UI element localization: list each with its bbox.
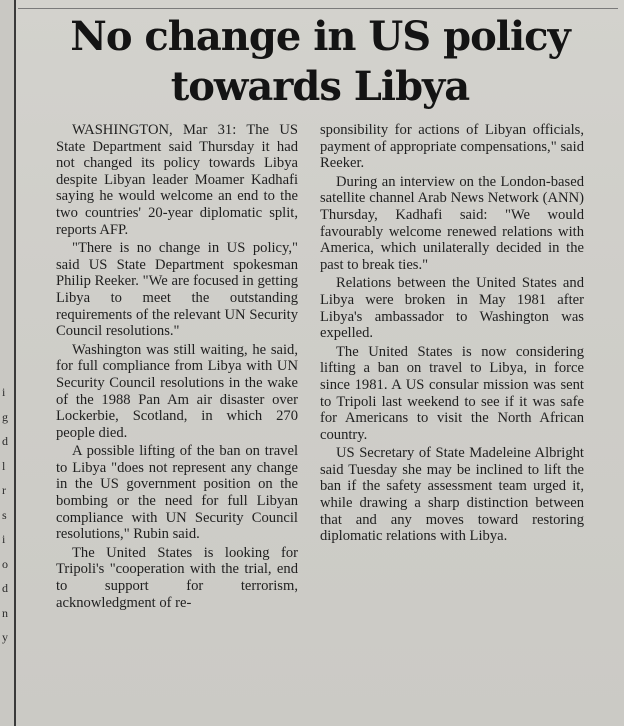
paragraph: US Secretary of State Madeleine Albright said Tuesday she may be inclined to lift the ban if the safety assessment team urged it, while drawing a sharp distinction between that and any moves toward restoring diplomatic relations with Libya. — [320, 445, 584, 545]
fragment: s — [2, 507, 7, 522]
fragment: n — [2, 605, 8, 620]
paragraph: "There is no change in US policy," said US State Department spokesman Philip Reeker. "We are focused in getting Libya to meet the outstanding requirements of the relevant UN Security Council resolutions." — [56, 240, 298, 340]
headline-line-1: No change in US policy — [70, 13, 570, 60]
paragraph: sponsibility for actions of Libyan officials, payment of appropriate compensations," said Reeker. — [320, 122, 584, 172]
paragraph: Washington was still waiting, he said, for full compliance from Libya with UN Security Council resolutions in the wake of the 1988 Pan Am air disaster over Lockerbie, Scotland, in which 270 people died. — [56, 341, 298, 441]
fragment: o — [2, 556, 8, 571]
article-headline — [18, 12, 622, 112]
headline-line-2: towards Libya — [170, 63, 470, 110]
fragment: i — [2, 385, 6, 399]
column-divider-rule — [14, 0, 16, 726]
fragment: i — [2, 532, 6, 546]
paragraph: During an interview on the London-based satellite channel Arab News Network (ANN) Thursday, Kadhafi said: "We would favourably welcome renewed relations with America, which unilaterally decided in the past to break ties." — [320, 173, 584, 273]
fragment: d — [2, 581, 8, 595]
fragment: l — [2, 458, 6, 473]
fragment: r — [2, 483, 6, 497]
paragraph: The United States is looking for Tripoli's "cooperation with the trial, end to support for terrorism, acknowledgment of re- — [56, 544, 298, 611]
paragraph: Relations between the United States and Libya were broken in May 1981 after Libya's ambassador to Washington was expelled. — [320, 275, 584, 342]
article-column-right — [320, 122, 584, 547]
adjacent-article-strip — [0, 0, 14, 726]
fragment: y — [2, 630, 8, 644]
fragment: g — [2, 409, 8, 424]
article-column-left — [56, 122, 298, 613]
paragraph: WASHINGTON, Mar 31: The US State Department said Thursday it had not changed its policy towards Libya despite Libyan leader Moamer Kadhafi saying he would welcome an end to the two countries' 20-year diplomatic split, reports AFP. — [56, 122, 298, 238]
adjacent-article-fragments — [2, 380, 12, 650]
paragraph: A possible lifting of the ban on travel to Libya "does not represent any change in the US government position on the bombing or the need for full Libyan compliance with UN Security Council resolutions," Rubin said. — [56, 443, 298, 543]
top-rule — [18, 8, 618, 9]
fragment: d — [2, 434, 8, 448]
paragraph: The United States is now considering lifting a ban on travel to Libya, in force since 1981. A US consular mission was sent to Tripoli last weekend to see if it was safe for Americans to visit the North African country. — [320, 343, 584, 443]
